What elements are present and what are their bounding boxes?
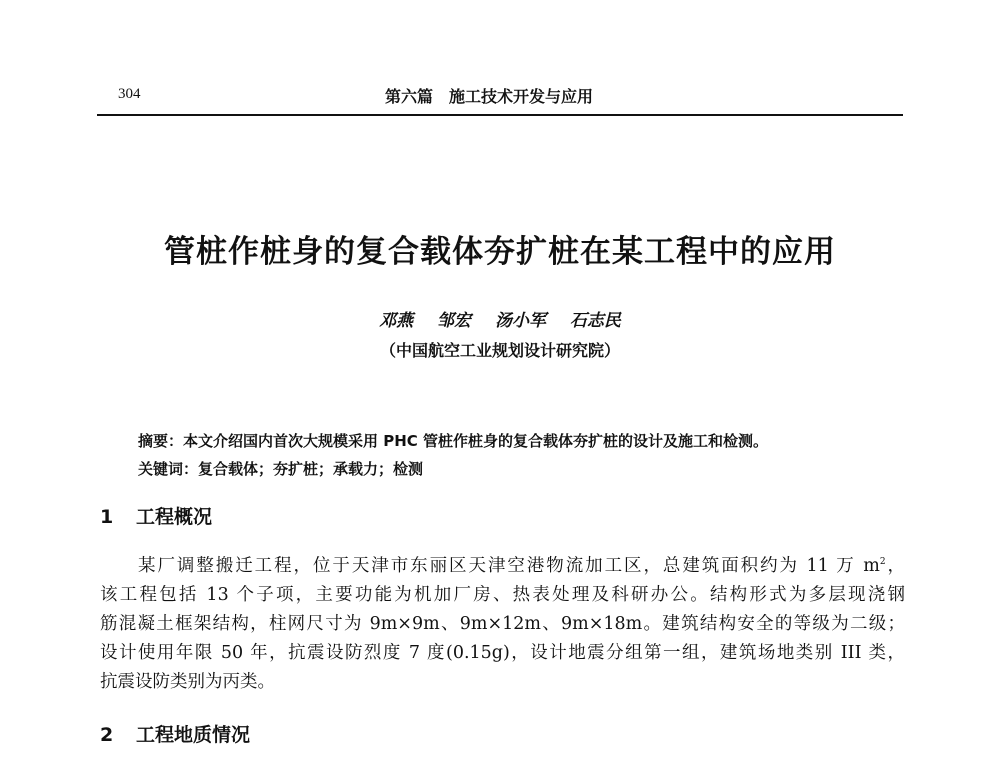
section-heading (100, 720, 250, 747)
page-number: 304 (118, 86, 141, 102)
section-number: 1 (100, 506, 114, 528)
paragraph-line: 筋混凝土框架结构，柱网尺寸为 9m×9m、9m×12m、9m×18m。建筑结构安全的等级为二级； (100, 614, 905, 634)
section-title: 工程概况 (136, 506, 213, 528)
superscript: 2 (879, 557, 886, 568)
authors: 邓燕 邹宏 汤小军 石志民 (379, 311, 621, 331)
abstract: 摘要：本文介绍国内首次大规模采用 PHC 管桩作桩身的复合载体夯扩桩的设计及施工和检测。 (138, 432, 769, 450)
paragraph-line (138, 552, 905, 577)
running-head: 第六篇 施工技术开发与应用 (385, 87, 594, 106)
paragraph-line: 抗震设防类别为丙类。 (100, 672, 275, 692)
line-punct: ， (885, 556, 905, 576)
article-title: 管桩作桩身的复合载体夯扩桩在某工程中的应用 (164, 234, 836, 270)
paragraph-line: 设计使用年限 50 年，抗震设防烈度 7 度(0.15g)，设计地震分组第一组，建筑场地类别 III 类， (100, 643, 905, 663)
section-number: 2 (100, 724, 114, 746)
keywords: 关键词：复合载体；夯扩桩；承载力；检测 (138, 460, 424, 478)
section-heading (100, 502, 212, 529)
header-rule (97, 114, 903, 116)
paragraph-line: 该工程包括 13 个子项，主要功能为机加厂房、热表处理及科研办公。结构形式为多层现浇钢 (100, 585, 905, 605)
section-title: 工程地质情况 (136, 724, 251, 746)
affiliation: （中国航空工业规划设计研究院） (379, 341, 620, 360)
line-text: 某厂调整搬迁工程，位于天津市东丽区天津空港物流加工区，总建筑面积约为 11 万 m (138, 556, 880, 576)
